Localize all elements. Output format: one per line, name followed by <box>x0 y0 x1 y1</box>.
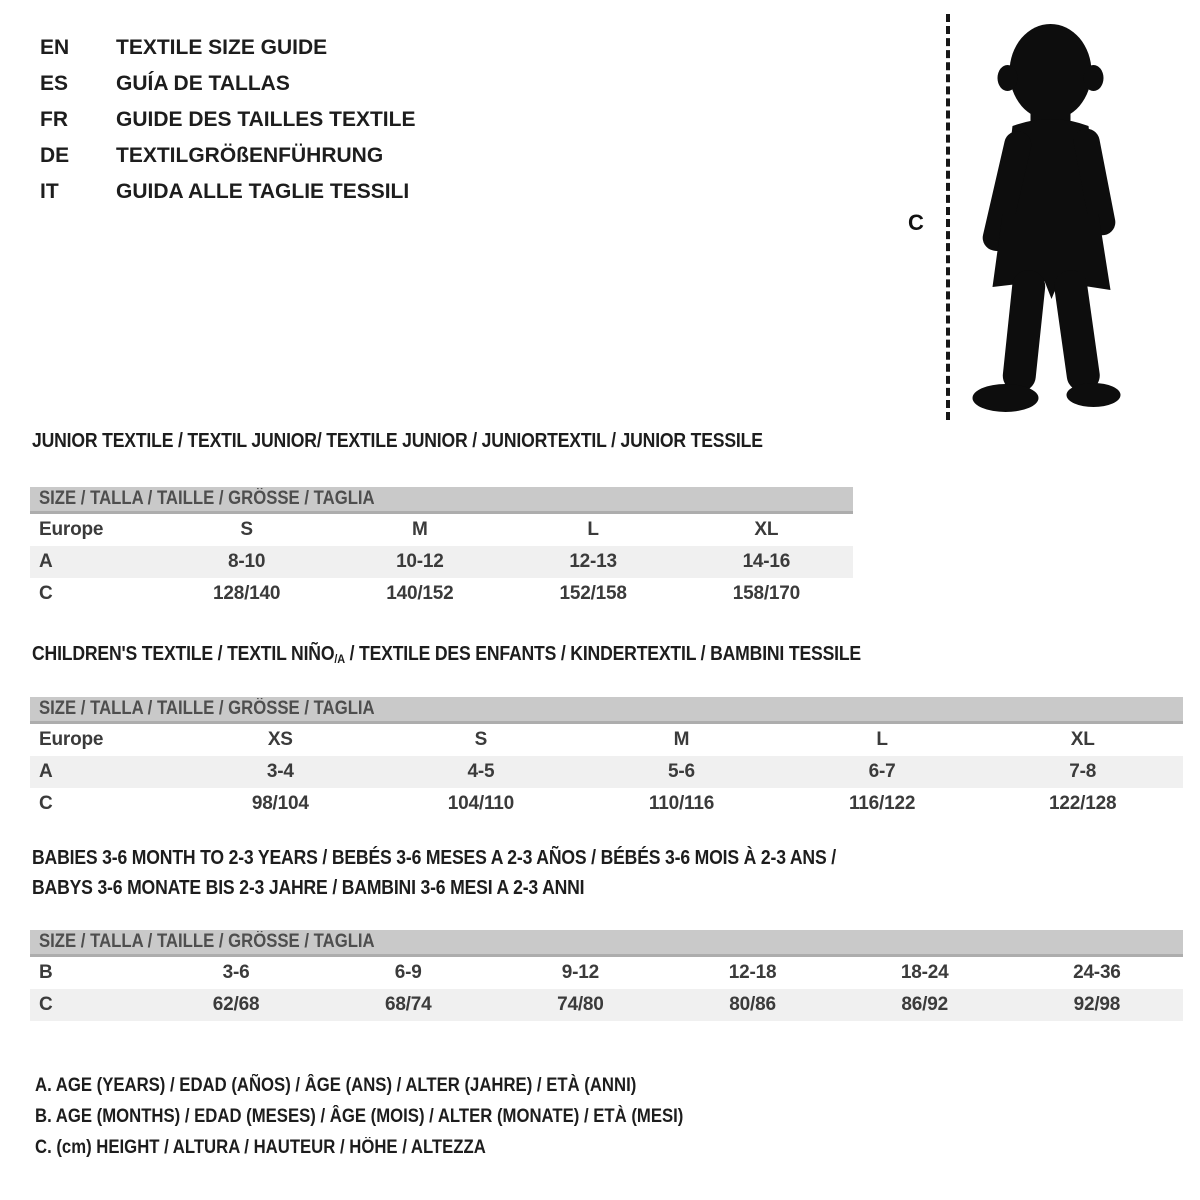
language-row <box>40 66 415 102</box>
value-cell: S <box>240 519 253 540</box>
value-cell: XS <box>267 729 293 750</box>
row-label-cell: C <box>39 583 53 604</box>
row-label-cell: C <box>39 793 53 814</box>
language-code: IT <box>40 180 59 203</box>
legend-line-c: C. (cm) HEIGHT / ALTURA / HAUTEUR / HÖHE / ALTEZZA <box>35 1137 486 1158</box>
value-cell: S <box>474 729 488 750</box>
row-label-cell: Europe <box>39 729 104 750</box>
language-code: DE <box>40 144 70 167</box>
legend <box>35 1070 772 1163</box>
value-cell: 140/152 <box>386 583 454 604</box>
table-row <box>30 989 1183 1021</box>
value-cell: 9-12 <box>561 962 599 983</box>
figure-height-label: C <box>908 210 924 235</box>
value-cell: 98/104 <box>251 793 309 814</box>
value-cell: 12-13 <box>569 551 617 572</box>
value-cell: 14-16 <box>742 551 791 572</box>
children-size-header-bar: SIZE / TALLA / TAILLE / GRÖSSE / TAGLIA <box>30 697 1183 724</box>
legend-line-a: A. AGE (YEARS) / EDAD (AÑOS) / ÂGE (ANS) / ALTER (JAHRE) / ETÀ (ANNI) <box>35 1075 637 1096</box>
children-size-table <box>30 724 1183 820</box>
language-row <box>40 174 415 210</box>
value-cell: 122/128 <box>1049 793 1117 814</box>
table-row <box>30 578 853 610</box>
value-cell: 104/110 <box>447 793 514 814</box>
language-code: EN <box>40 36 70 59</box>
value-cell: 80/86 <box>729 994 776 1015</box>
language-row <box>40 30 415 66</box>
value-cell: 110/116 <box>648 793 715 814</box>
row-label-cell: Europe <box>39 519 104 540</box>
value-cell: 158/170 <box>732 583 801 604</box>
row-label-cell: C <box>39 994 53 1015</box>
language-list <box>40 30 415 210</box>
value-cell: 3-6 <box>222 962 250 983</box>
value-cell: 24-36 <box>1073 962 1121 983</box>
value-cell: 92/98 <box>1073 994 1121 1015</box>
table-row <box>30 788 1183 820</box>
language-label: GUÍA DE TALLAS <box>116 72 290 95</box>
value-cell: 10-12 <box>396 551 444 572</box>
babies-size-header-bar: SIZE / TALLA / TAILLE / GRÖSSE / TAGLIA <box>30 930 1183 957</box>
table-row <box>30 724 1183 756</box>
value-cell: XL <box>754 519 779 540</box>
value-cell: XL <box>1070 729 1095 750</box>
language-row <box>40 102 415 138</box>
table-row <box>30 756 1183 788</box>
language-code: FR <box>40 108 68 131</box>
language-label: GUIDA ALLE TAGLIE TESSILI <box>116 180 410 203</box>
junior-size-header-bar: SIZE / TALLA / TAILLE / GRÖSSE / TAGLIA <box>30 487 853 514</box>
babies-section-title: BABIES 3-6 MONTH TO 2-3 YEARS / BEBÉS 3-6 MESES A 2-3 AÑOS / BÉBÉS 3-6 MOIS À 2-3 ANS / BABYS 3-6 MONATE BIS 2-3 JAHRE / BAMBINI 3-6 MESI A 2-3 ANNI <box>32 847 836 899</box>
value-cell: 86/92 <box>901 994 948 1015</box>
value-cell: 18-24 <box>900 962 949 983</box>
value-cell: 6-9 <box>394 962 422 983</box>
value-cell: 68/74 <box>384 994 432 1015</box>
children-section-title: CHILDREN'S TEXTILE / TEXTIL $NIÑO_{/A}$ / TEXTILE DES ENFANTS / KINDERTEXTIL / BAMBINI TESSILE <box>32 643 861 667</box>
height-measure-dashed-line <box>946 14 950 420</box>
junior-size-table <box>30 514 853 610</box>
title-subscript: /A <box>334 652 345 667</box>
size-figure <box>900 10 1200 430</box>
value-cell: 12-18 <box>728 962 777 983</box>
value-cell: 4-5 <box>467 761 495 782</box>
value-cell: 116/122 <box>848 793 916 814</box>
junior-section-title: JUNIOR TEXTILE / TEXTIL JUNIOR/ TEXTILE JUNIOR / JUNIORTEXTIL / JUNIOR TESSILE <box>32 430 763 452</box>
value-cell: M <box>412 519 428 540</box>
table-row <box>30 546 853 578</box>
value-cell: 74/80 <box>557 994 604 1015</box>
value-cell: 5-6 <box>668 761 695 782</box>
value-cell: 8-10 <box>228 551 266 572</box>
value-cell: 128/140 <box>212 583 281 604</box>
language-label: TEXTILE SIZE GUIDE <box>116 36 328 59</box>
table-row <box>30 957 1183 989</box>
row-label-cell: A <box>39 761 53 782</box>
value-cell: 3-4 <box>266 761 294 782</box>
value-cell: L <box>876 729 888 750</box>
value-cell: 62/68 <box>212 994 260 1015</box>
value-cell: 7-8 <box>1069 761 1097 782</box>
row-label-cell: A <box>39 551 53 572</box>
language-code: ES <box>40 72 69 95</box>
row-label-cell: B <box>39 962 53 983</box>
legend-line-b: B. AGE (MONTHS) / EDAD (MESES) / ÂGE (MOIS) / ALTER (MONATE) / ETÀ (MESI) <box>35 1106 684 1127</box>
table-row <box>30 514 853 546</box>
toddler-silhouette-icon <box>958 18 1138 418</box>
babies-size-table <box>30 957 1183 1021</box>
language-label: GUIDE DES TAILLES TEXTILE <box>116 108 416 131</box>
value-cell: M <box>673 729 690 750</box>
language-row <box>40 138 415 174</box>
value-cell: L <box>587 519 599 540</box>
value-cell: 152/158 <box>559 583 627 604</box>
value-cell: 6-7 <box>868 761 896 782</box>
language-label: TEXTILGRÖßENFÜHRUNG <box>116 144 384 167</box>
